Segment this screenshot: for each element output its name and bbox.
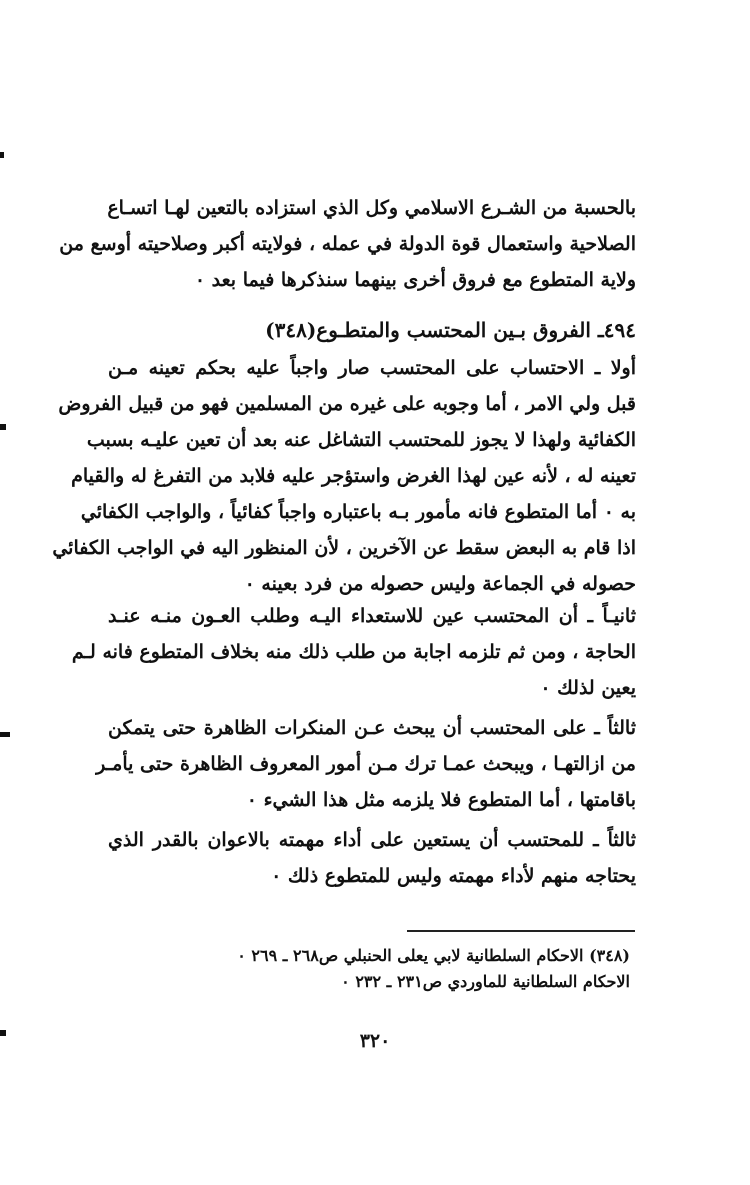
- point-four: [108, 822, 636, 894]
- section-heading: [108, 312, 636, 348]
- footnote-line: الاحكام السلطانية للماوردي ص٢٣١ ـ ٢٣٢ ٠: [341, 972, 630, 991]
- text-line: ثالثاً ـ على المحتسب أن يبحث عـن المنكرات الظاهرة حتى يتمكن: [108, 717, 636, 739]
- text-line: من ازالتهـا ، ويبحث عمـا ترك مـن أمور المعروف الظاهرة حتى يأمـر: [96, 753, 636, 775]
- scan-edge-mark: [0, 424, 6, 430]
- text-line: الحاجة ، ومن ثم تلزمه اجابة من طلب ذلك منه بخلاف المتطوع فانه لـم: [71, 641, 636, 663]
- text-line: ثانيـاً ـ أن المحتسب عين للاستعداء اليـه وطلب العـون منـه عنـد: [108, 605, 636, 627]
- text-line: قبل ولي الامر ، أما وجوبه على غيره من المسلمين فهو من قبيل الفروض: [58, 393, 636, 415]
- text-line: حصوله في الجماعة وليس حصوله من فرد بعينه ٠: [244, 573, 636, 595]
- point-one: [52, 350, 636, 602]
- text-line: اذا قام به البعض سقط عن الآخرين ، لأن المنظور اليه في الواجب الكفائي: [52, 537, 636, 559]
- point-three: [96, 710, 636, 818]
- text-line: الكفائية ولهذا لا يجوز للمحتسب التشاغل عنه بعد أن تعين عليـه بسبب: [86, 429, 636, 451]
- paragraph-continuation: [59, 190, 636, 298]
- footnote-divider: [407, 930, 635, 932]
- footnote-line: (٣٤٨) الاحكام السلطانية لابي يعلى الحنبلي ص٢٦٨ ـ ٢٦٩ ٠: [237, 946, 630, 965]
- section-heading-text: ٤٩٤ـ الفروق بـين المحتسب والمتطـوع(٣٤٨): [265, 318, 636, 342]
- text-line: يحتاجه منهم لأداء مهمته وليس للمتطوع ذلك ٠: [271, 865, 636, 887]
- scan-edge-mark: [0, 1030, 6, 1036]
- text-line: يعين لذلك ٠: [540, 677, 636, 699]
- point-two: [71, 598, 636, 706]
- text-line: بالحسبة من الشـرع الاسلامي وكل الذي استزاده بالتعين لهـا اتسـاع: [107, 197, 636, 219]
- text-line: أولا ـ الاحتساب على المحتسب صار واجباً عليه بحكم تعينه مـن: [108, 357, 636, 379]
- text-line: ثالثاً ـ للمحتسب أن يستعين على أداء مهمته بالاعوان بالقدر الذي: [108, 829, 636, 851]
- text-line: الصلاحية واستعمال قوة الدولة في عمله ، فولايته أكبر وصلاحيته أوسع من: [59, 233, 636, 255]
- text-line: به ٠ أما المتطوع فانه مأمور بـه باعتباره واجباً كفائياً ، والواجب الكفائي: [80, 501, 636, 523]
- text-line: ولاية المتطوع مع فروق أخرى بينهما سنذكرها فيما بعد ٠: [194, 269, 636, 291]
- scan-edge-mark: [0, 152, 4, 158]
- text-line: تعينه له ، لأنه عين لهذا الغرض واستؤجر عليه فلابد من التفرغ له والقيام: [71, 465, 636, 487]
- scan-edge-mark: [0, 732, 10, 737]
- text-line: باقامتها ، أما المتطوع فلا يلزمه مثل هذا الشيء ٠: [246, 789, 636, 811]
- page-number: ٣٢٠: [359, 1030, 391, 1052]
